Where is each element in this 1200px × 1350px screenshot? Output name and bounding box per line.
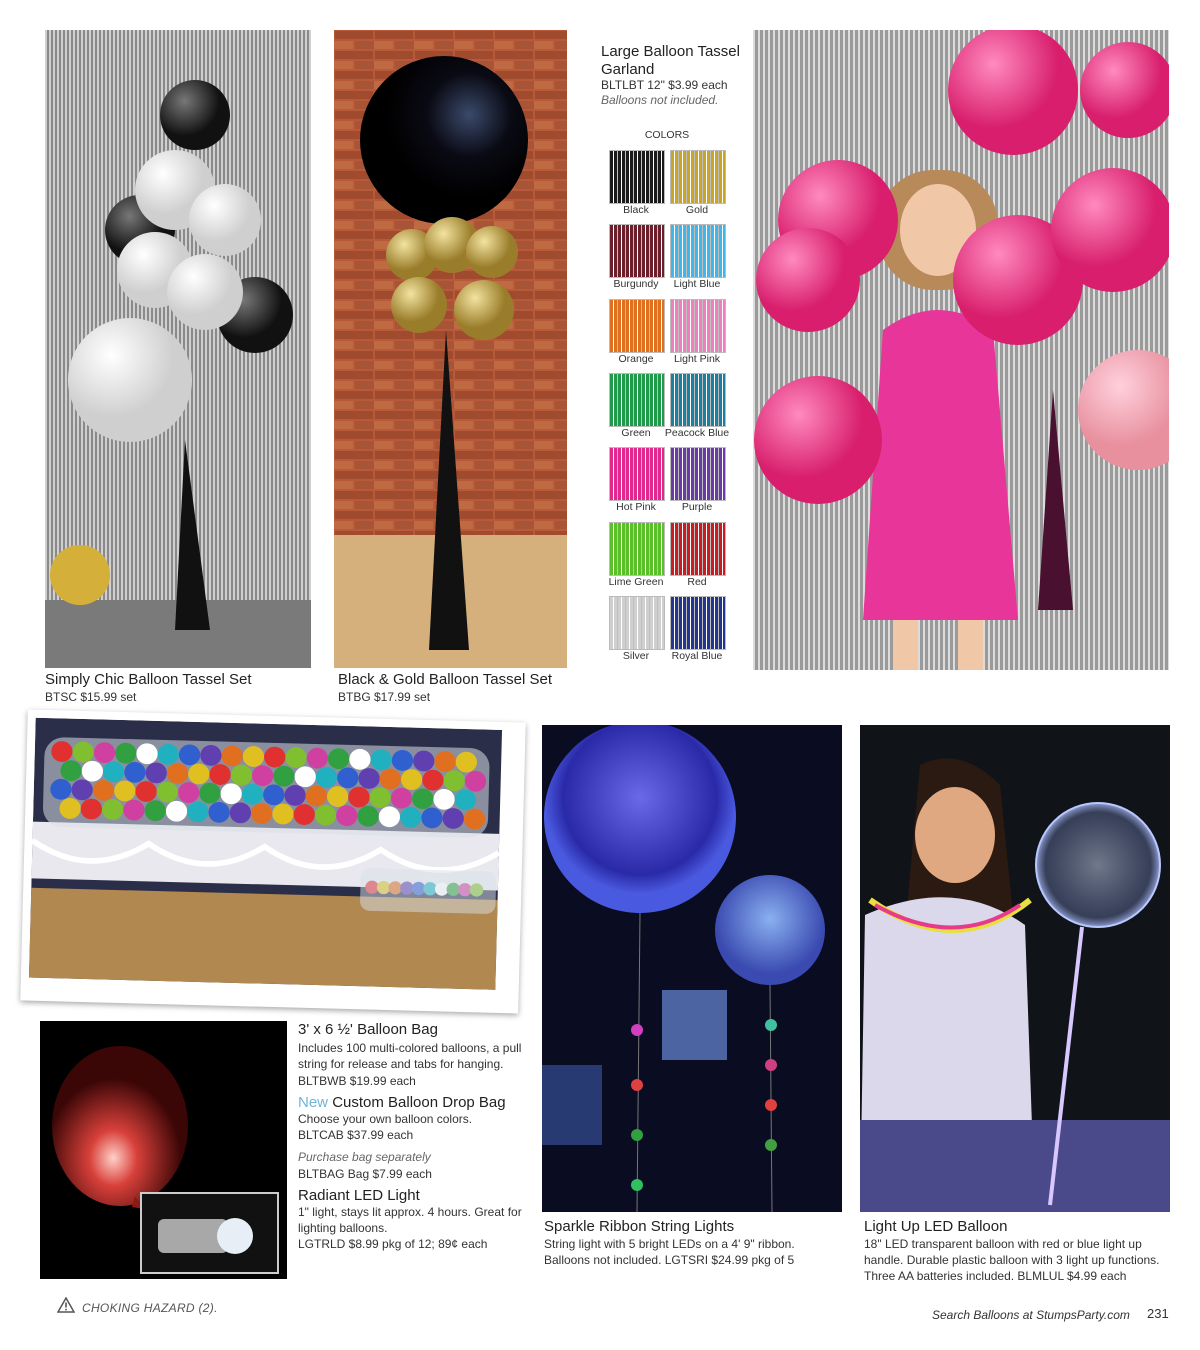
color-swatch: [609, 447, 665, 501]
pink-balloons-photo: [753, 30, 1169, 670]
color-swatch-label: Hot Pink: [616, 501, 656, 514]
led-light-desc: 1" light, stays lit approx. 4 hours. Great for lighting balloons.: [298, 1205, 522, 1236]
color-swatch: [609, 299, 665, 353]
custom-bag-title-row: [298, 1094, 528, 1111]
search-text: Search Balloons at StumpsParty.com: [932, 1308, 1130, 1322]
color-swatch-label: Orange: [618, 352, 654, 365]
custom-bag-title: Custom Balloon Drop Bag: [332, 1093, 506, 1111]
sparkle-desc: String light with 5 bright LEDs on a 4' 9" ribbon. Balloons not included. LGTSRI $24.99 pkg of 5: [544, 1237, 795, 1268]
sparkle-title: Sparkle Ribbon String Lights: [544, 1218, 735, 1235]
color-swatch: [609, 522, 665, 576]
color-swatch: [670, 373, 726, 427]
color-swatch: [609, 224, 665, 278]
balloon-bag-photo: [20, 710, 525, 1014]
led-balloon-title: Light Up LED Balloon: [864, 1218, 1008, 1235]
garland-title-line1: Large Balloon Tassel: [601, 43, 740, 60]
color-swatch: [609, 150, 665, 204]
color-swatch: [609, 373, 665, 427]
balloon-bag-info: [298, 1021, 528, 1253]
color-swatch-label: Purple: [681, 501, 713, 514]
color-swatch-label: Lime Green: [608, 575, 664, 588]
color-swatch: [670, 224, 726, 278]
color-swatch: [670, 522, 726, 576]
color-swatch: [670, 150, 726, 204]
custom-bag-sku-price: BLTCAB $37.99 each: [298, 1128, 414, 1143]
garland-note: Balloons not included.: [601, 93, 719, 107]
simply-chic-title: Simply Chic Balloon Tassel Set: [45, 671, 252, 688]
color-swatch-label: Light Blue: [673, 278, 721, 291]
custom-bag-desc: Choose your own balloon colors.: [298, 1112, 473, 1127]
color-swatch-label: Black: [623, 204, 649, 216]
color-swatch-label: Silver: [622, 649, 650, 662]
led-balloon-desc: 18" LED transparent balloon with red or blue light up handle. Durable plastic balloon with 3 light up functions. Three AA batteries included. BLMLUL $4.99 each: [864, 1237, 1160, 1284]
balloon-bag-title: 3' x 6 ½' Balloon Bag: [298, 1021, 438, 1038]
bag-sku-price: BLTBAG Bag $7.99 each: [298, 1166, 432, 1181]
warning-triangle-icon: [57, 1297, 75, 1313]
color-swatch-label: Burgundy: [613, 278, 659, 291]
color-swatch-label: Light Pink: [673, 352, 721, 365]
black-gold-title: Black & Gold Balloon Tassel Set: [338, 671, 553, 688]
led-light-sku-price: LGTRLD $8.99 pkg of 12; 89¢ each: [298, 1237, 488, 1252]
page-number: 231: [1147, 1306, 1169, 1321]
garland-title-line2: Garland: [601, 61, 655, 78]
color-swatch-label: Gold: [685, 204, 709, 216]
color-swatch: [609, 596, 665, 650]
color-swatch-label: Royal Blue: [671, 649, 723, 662]
choking-hazard-text: CHOKING HAZARD (2).: [82, 1301, 218, 1315]
color-swatch: [670, 596, 726, 650]
led-balloon-photo: [860, 725, 1170, 1212]
colors-heading: COLORS: [644, 129, 690, 141]
balloon-bag-desc: Includes 100 multi-colored balloons, a pull string for release and tabs for hanging.: [298, 1041, 522, 1072]
new-label: New: [298, 1093, 329, 1111]
color-swatch: [670, 447, 726, 501]
purchase-note: Purchase bag separately: [298, 1150, 431, 1165]
color-swatch-label: Red: [687, 575, 707, 588]
color-swatch-label: Peacock Blue: [664, 426, 730, 439]
color-swatch-label: Green: [621, 426, 651, 439]
led-light-photo: [40, 1021, 287, 1279]
black-gold-photo: [334, 30, 567, 668]
color-swatch: [670, 299, 726, 353]
black-gold-sku-price: BTBG $17.99 set: [338, 690, 431, 704]
led-light-title: Radiant LED Light: [298, 1186, 420, 1204]
garland-sku-price: BLTLBT 12" $3.99 each: [601, 78, 728, 92]
simply-chic-photo: [45, 30, 311, 668]
simply-chic-sku-price: BTSC $15.99 set: [45, 690, 137, 704]
balloon-bag-sku-price: BLTBWB $19.99 each: [298, 1073, 416, 1088]
sparkle-lights-photo: [542, 725, 842, 1212]
